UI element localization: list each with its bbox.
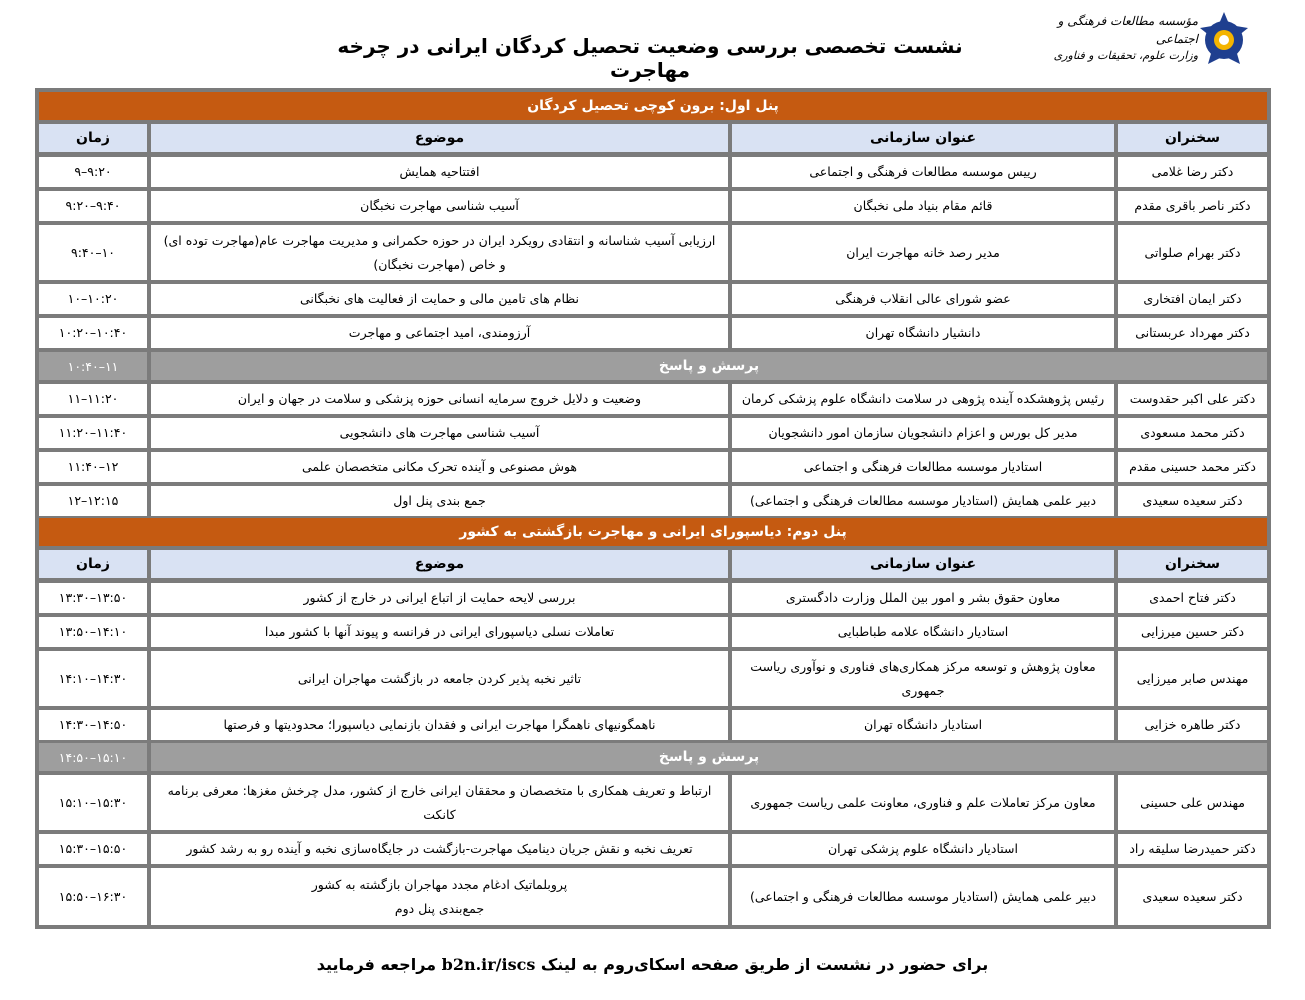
time-cell: ۹:۲۰–۹:۴۰ bbox=[39, 191, 147, 221]
org-title-cell: مدیر کل بورس و اعزام دانشجویان سازمان امور دانشجویان bbox=[732, 418, 1114, 448]
qa-session-bar: پرسش و پاسخ bbox=[151, 743, 1267, 771]
panel1-title-bar: پنل اول: برون کوچی تحصیل کردگان bbox=[39, 92, 1267, 120]
topic-cell: نظام های تامین مالی و حمایت از فعالیت های نخبگانی bbox=[151, 284, 728, 314]
topic-cell: آسیب شناسی مهاجرت نخبگان bbox=[151, 191, 728, 221]
org-title-cell: رئیس پژوهشکده آینده پژوهی در سلامت دانشگاه علوم پزشکی کرمان bbox=[732, 384, 1114, 414]
speaker-cell: دکتر فتاح احمدی bbox=[1118, 583, 1267, 613]
org-title-cell: دبیر علمی همایش (استادیار موسسه مطالعات فرهنگی و اجتماعی) bbox=[732, 486, 1114, 516]
time-cell: ۱۳:۳۰–۱۳:۵۰ bbox=[39, 583, 147, 613]
speaker-cell: دکتر سعیده سعیدی bbox=[1118, 868, 1267, 925]
column-header-time: زمان bbox=[39, 550, 147, 578]
topic-cell: تعاملات نسلی دیاسپورای ایرانی در فرانسه و پیوند آنها با کشور مبدا bbox=[151, 617, 728, 647]
org-title-cell: دبیر علمی همایش (استادیار موسسه مطالعات فرهنگی و اجتماعی) bbox=[732, 868, 1114, 925]
topic-cell: وضعیت و دلایل خروج سرمایه انسانی حوزه پزشکی و سلامت در جهان و ایران bbox=[151, 384, 728, 414]
org-title-cell: معاون حقوق بشر و امور بین الملل وزارت دادگستری bbox=[732, 583, 1114, 613]
topic-cell: بررسی لایحه حمایت از اتباع ایرانی در خارج از کشور bbox=[151, 583, 728, 613]
column-header-time: زمان bbox=[39, 124, 147, 152]
topic-cell: ناهمگونیهای ناهمگرا مهاجرت ایرانی و فقدان بازنمایی دیاسپورا؛ محدودیتها و فرصتها bbox=[151, 710, 728, 740]
topic-cell: افتتاحیه همایش bbox=[151, 157, 728, 187]
column-header-title: عنوان سازمانی bbox=[732, 124, 1114, 152]
column-header-topic: موضوع bbox=[151, 550, 728, 578]
topic-cell: ارتباط و تعریف همکاری با متخصصان و محققان ایرانی خارج از کشور، مدل چرخش مغزها: معرفی برنامه کانکت bbox=[151, 775, 728, 830]
time-cell: ۱۴:۳۰–۱۴:۵۰ bbox=[39, 710, 147, 740]
time-cell: ۱۵:۱۰–۱۵:۳۰ bbox=[39, 775, 147, 830]
speaker-cell: دکتر ایمان افتخاری bbox=[1118, 284, 1267, 314]
skyroom-link[interactable]: b2n.ir/iscs bbox=[441, 955, 536, 974]
column-header-topic: موضوع bbox=[151, 124, 728, 152]
qa-time-cell: ۱۴:۵۰–۱۵:۱۰ bbox=[39, 743, 147, 771]
topic-cell: پروبلماتیک ادغام مجدد مهاجران بازگشته به کشور جمع‌بندی پنل دوم bbox=[151, 868, 728, 925]
time-cell: ۱۴:۱۰–۱۴:۳۰ bbox=[39, 651, 147, 706]
time-cell: ۱۱–۱۱:۲۰ bbox=[39, 384, 147, 414]
time-cell: ۱۲–۱۲:۱۵ bbox=[39, 486, 147, 516]
topic-cell: تعریف نخبه و نقش جریان دینامیک مهاجرت-بازگشت در جایگاه‌سازی نخبه و آینده رو به رشد کشور bbox=[151, 834, 728, 864]
topic-cell: تاثیر نخبه پذیر کردن جامعه در بازگشت مهاجران ایرانی bbox=[151, 651, 728, 706]
org-title-cell: معاون مرکز تعاملات علم و فناوری، معاونت علمی ریاست جمهوری bbox=[732, 775, 1114, 830]
page-header bbox=[0, 0, 1305, 86]
time-cell: ۹:۴۰–۱۰ bbox=[39, 225, 147, 280]
topic-cell: ارزیابی آسیب شناسانه و انتقادی رویکرد ایران در حوزه حکمرانی و مدیریت مهاجرت عام(مهاجرت توده ای) و خاص (مهاجرت نخبگان) bbox=[151, 225, 728, 280]
time-cell: ۱۰:۲۰–۱۰:۴۰ bbox=[39, 318, 147, 348]
speaker-cell: دکتر محمد مسعودی bbox=[1118, 418, 1267, 448]
speaker-cell: مهندس صابر میرزایی bbox=[1118, 651, 1267, 706]
ministry-name-line2: وزارت علوم، تحقیقات و فناوری bbox=[1053, 49, 1198, 62]
org-title-cell: استادیار دانشگاه تهران bbox=[732, 710, 1114, 740]
speaker-cell: دکتر علی اکبر حقدوست bbox=[1118, 384, 1267, 414]
topic-cell: آرزومندی، امید اجتماعی و مهاجرت bbox=[151, 318, 728, 348]
speaker-cell: دکتر بهرام صلواتی bbox=[1118, 225, 1267, 280]
speaker-cell: دکتر سعیده سعیدی bbox=[1118, 486, 1267, 516]
qa-time-cell: ۱۰:۴۰–۱۱ bbox=[39, 352, 147, 380]
panel2-title-bar: پنل دوم: دیاسپورای ایرانی و مهاجرت بازگشتی به کشور bbox=[39, 518, 1267, 546]
time-cell: ۱۵:۳۰–۱۵:۵۰ bbox=[39, 834, 147, 864]
org-title-cell: مدیر رصد خانه مهاجرت ایران bbox=[732, 225, 1114, 280]
footer-text-after: مراجعه فرمایید bbox=[316, 955, 442, 974]
time-cell: ۱۵:۵۰–۱۶:۳۰ bbox=[39, 868, 147, 925]
institute-name bbox=[1050, 12, 1198, 64]
org-title-cell: استادیار دانشگاه علوم پزشکی تهران bbox=[732, 834, 1114, 864]
org-title-cell: عضو شورای عالی انقلاب فرهنگی bbox=[732, 284, 1114, 314]
speaker-cell: دکتر مهرداد عربستانی bbox=[1118, 318, 1267, 348]
program-table bbox=[35, 88, 1271, 929]
page-title: نشست تخصصی بررسی وضعیت تحصیل کردگان ایرانی در چرخه مهاجرت bbox=[337, 34, 963, 82]
footer-text-before: برای حضور در نشست از طریق صفحه اسکای‌روم به لینک bbox=[535, 955, 989, 974]
footer-note bbox=[200, 955, 1105, 974]
column-header-title: عنوان سازمانی bbox=[732, 550, 1114, 578]
org-title-cell: استادیار دانشگاه علامه طباطبایی bbox=[732, 617, 1114, 647]
time-cell: ۱۱:۴۰–۱۲ bbox=[39, 452, 147, 482]
topic-cell: هوش مصنوعی و آینده تحرک مکانی متخصصان علمی bbox=[151, 452, 728, 482]
org-title-cell: دانشیار دانشگاه تهران bbox=[732, 318, 1114, 348]
time-cell: ۱۱:۲۰–۱۱:۴۰ bbox=[39, 418, 147, 448]
org-title-cell: رییس موسسه مطالعات فرهنگی و اجتماعی bbox=[732, 157, 1114, 187]
speaker-cell: دکتر ناصر باقری مقدم bbox=[1118, 191, 1267, 221]
speaker-cell: دکتر رضا غلامی bbox=[1118, 157, 1267, 187]
org-title-cell: معاون پژوهش و توسعه مرکز همکاری‌های فناوری و نوآوری ریاست جمهوری bbox=[732, 651, 1114, 706]
institute-name-line1: مؤسسه مطالعات فرهنگی و اجتماعی bbox=[1057, 14, 1198, 46]
qa-session-bar: پرسش و پاسخ bbox=[151, 352, 1267, 380]
org-title-cell: استادیار موسسه مطالعات فرهنگی و اجتماعی bbox=[732, 452, 1114, 482]
column-header-speaker: سخنران bbox=[1118, 550, 1267, 578]
institute-logo-icon bbox=[1196, 10, 1252, 70]
time-cell: ۹–۹:۲۰ bbox=[39, 157, 147, 187]
speaker-cell: دکتر حسین میرزایی bbox=[1118, 617, 1267, 647]
topic-cell: آسیب شناسی مهاجرت های دانشجویی bbox=[151, 418, 728, 448]
time-cell: ۱۰–۱۰:۲۰ bbox=[39, 284, 147, 314]
topic-cell: جمع بندی پنل اول bbox=[151, 486, 728, 516]
speaker-cell: دکتر محمد حسینی مقدم bbox=[1118, 452, 1267, 482]
speaker-cell: دکتر طاهره خزایی bbox=[1118, 710, 1267, 740]
org-title-cell: قائم مقام بنیاد ملی نخبگان bbox=[732, 191, 1114, 221]
time-cell: ۱۳:۵۰–۱۴:۱۰ bbox=[39, 617, 147, 647]
speaker-cell: دکتر حمیدرضا سلیقه راد bbox=[1118, 834, 1267, 864]
column-header-speaker: سخنران bbox=[1118, 124, 1267, 152]
speaker-cell: مهندس علی حسینی bbox=[1118, 775, 1267, 830]
